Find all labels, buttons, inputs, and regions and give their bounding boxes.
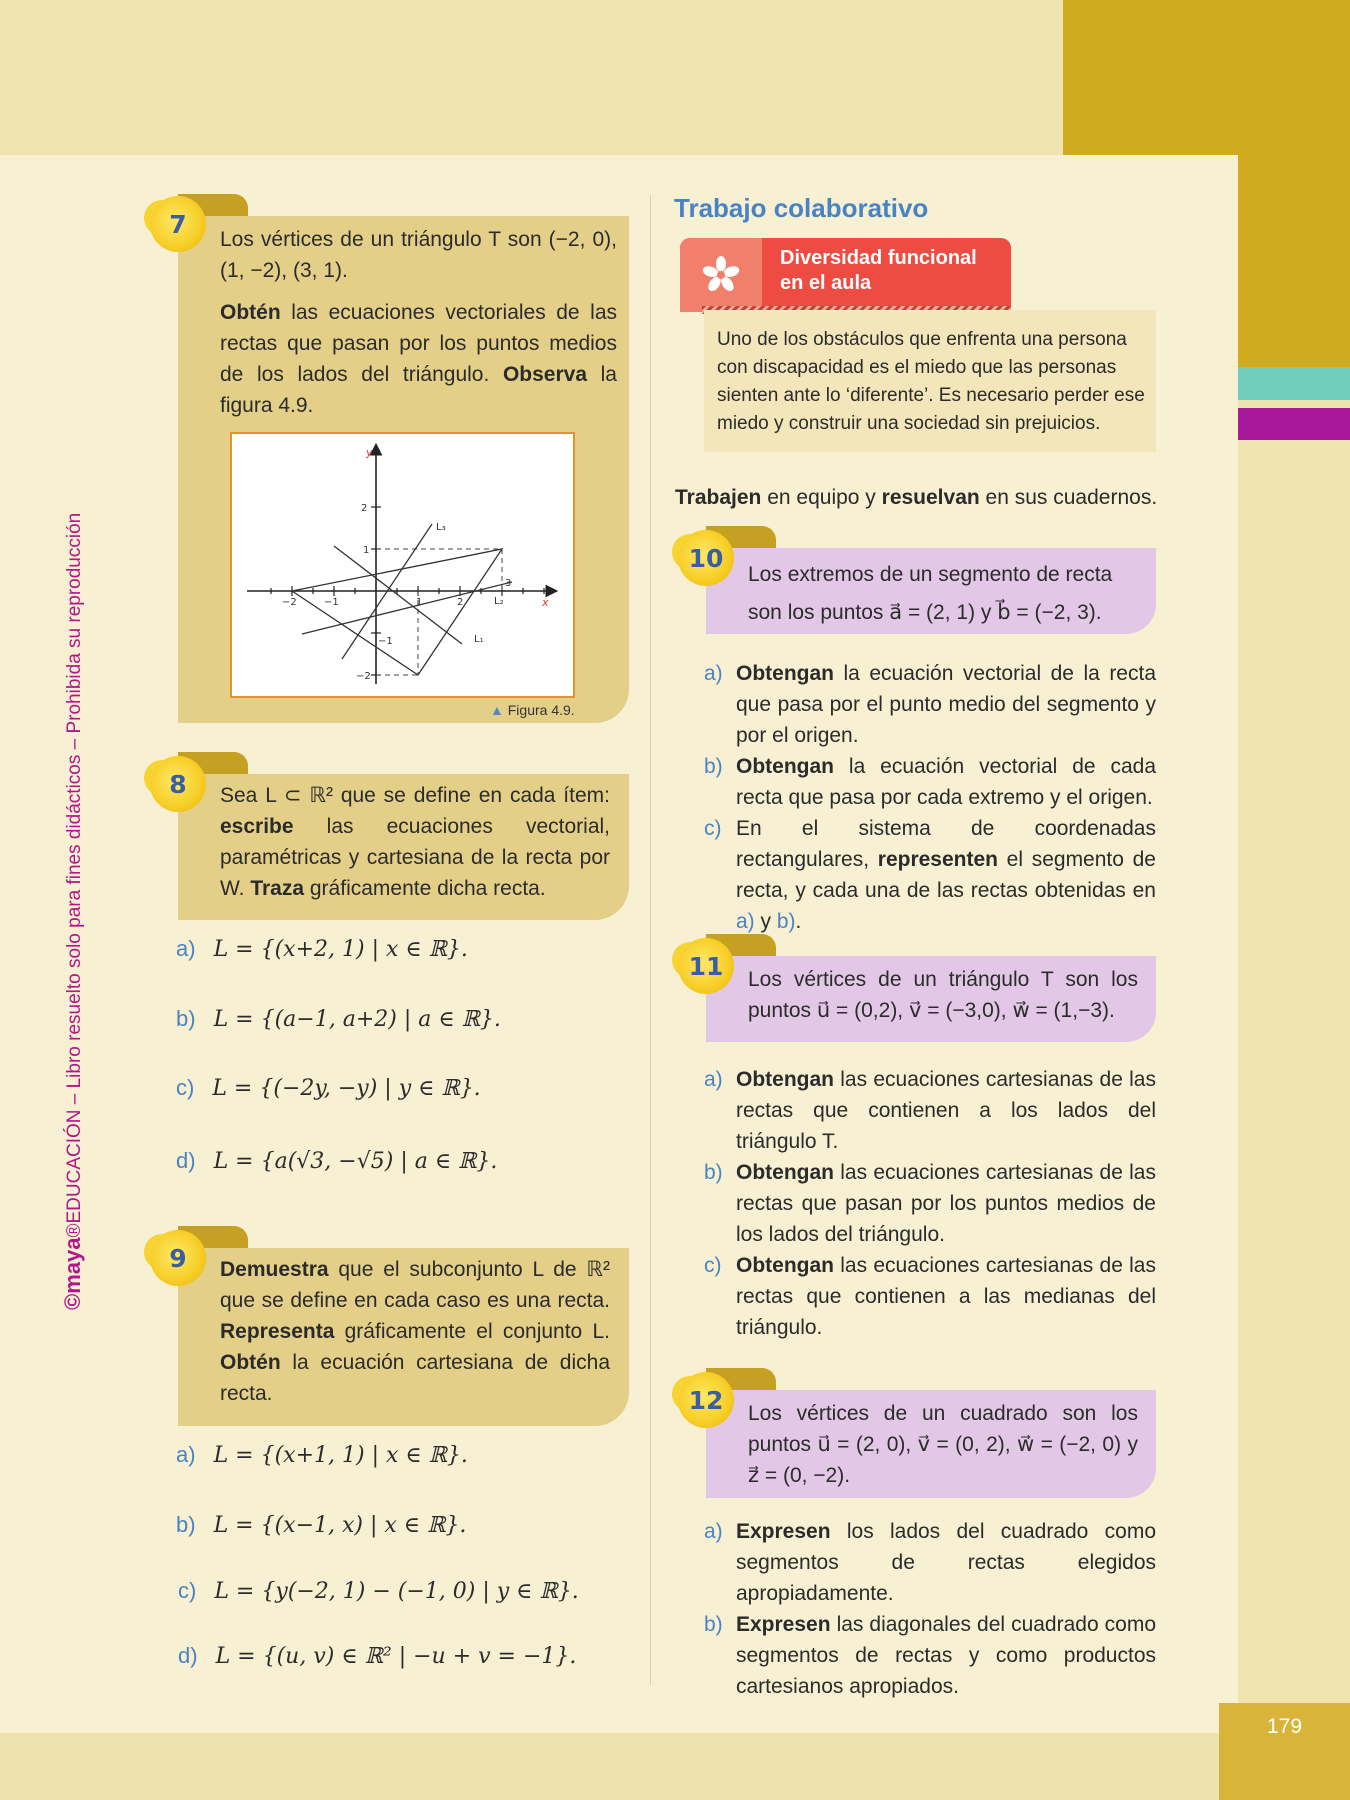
svg-text:1: 1 (363, 545, 370, 556)
ex8-statement: Sea L ⊂ ℝ² que se define en cada ítem: escribe las ecuaciones vectorial, paramétricas y cartesiana de la recta por W. Traza gráficamente dicha recta. (220, 784, 610, 900)
ex7-p2: Obtén las ecuaciones vectoriales de las rectas que pasan por los puntos medios de los lados del triángulo. Observa la figura 4.9. (220, 301, 617, 417)
ex11-item-a: a) Obtengan las ecuaciones cartesianas de las rectas que contienen a los lados del triángulo T. (704, 1068, 1156, 1153)
ex10-statement: Los extremos de un segmento de recta son los puntos a⃗ = (2, 1) y b⃗ = (−2, 3). (748, 563, 1113, 624)
ex10-item-c: c) En el sistema de coordenadas rectangulares, representen el segmento de recta, y cada una de las rectas obtenidas en a) y b). (704, 817, 1156, 933)
ex11-item-b: b) Obtengan las ecuaciones cartesianas de las rectas que pasan por los puntos medios de los lados del triángulo. (704, 1161, 1156, 1246)
flower-icon (680, 238, 762, 312)
svg-text:1: 1 (416, 597, 423, 608)
ex11-statement: Los vértices de un triángulo T son los puntos u⃗ = (0,2), v⃗ = (−3,0), w⃗ = (1,−3). (748, 968, 1138, 1022)
diversity-text: Uno de los obstáculos que enfrenta una persona con discapacidad es el miedo que las personas sienten ante lo ‘diferente’. Es necesario perder ese miedo y construir una sociedad sin prejuicios. (717, 329, 1145, 434)
ex9-statement: Demuestra que el subconjunto L de ℝ² que se define en cada caso es una recta. Representa gráficamente el conjunto L. Obtén la ecuación cartesiana de dicha recta. (220, 1258, 610, 1405)
ex7-p1: Los vértices de un triángulo T son (−2, 0), (1, −2), (3, 1). (220, 228, 617, 282)
ex10-item-b: b) Obtengan la ecuación vectorial de cada recta que pasa por cada extremo y el origen. (704, 755, 1156, 809)
svg-text:x: x (542, 596, 549, 609)
ex8-item-d: d) L = {a(√3, −√5) | a ∈ ℝ}. (176, 1148, 498, 1174)
magenta-tab-marker (1238, 408, 1350, 440)
ex8-item-b: b) L = {(a−1, a+2) | a ∈ ℝ}. (176, 1006, 501, 1032)
ex12-number-badge: 12 (678, 1372, 734, 1428)
svg-text:−2: −2 (356, 671, 371, 682)
svg-text:−2: −2 (282, 597, 297, 608)
ex12-item-a: a) Expresen los lados del cuadrado como segmentos de rectas elegidos apropiadamente. (704, 1520, 1156, 1605)
ex7-number-badge: 7 (150, 196, 206, 252)
ex11-number-badge: 11 (678, 938, 734, 994)
ex7-statement (220, 224, 617, 421)
svg-text:2: 2 (361, 503, 368, 514)
diversity-flower-icon (680, 238, 762, 312)
coordinate-graph (232, 434, 573, 696)
teamwork-intro: Trabajen en equipo y resuelvan en sus cuadernos. (675, 486, 1158, 509)
ex12-statement: Los vértices de un cuadrado son los puntos u⃗ = (2, 0), v⃗ = (0, 2), w⃗ = (−2, 0) y z⃗ = (0, −2). (748, 1402, 1138, 1487)
svg-text:3: 3 (505, 578, 512, 589)
svg-text:L₂: L₂ (494, 596, 504, 607)
section-heading: Trabajo colaborativo (674, 193, 929, 223)
ex11-item-c: c) Obtengan las ecuaciones cartesianas de las rectas que contienen a las medianas del triángulo. (704, 1254, 1156, 1339)
column-divider (650, 195, 651, 1685)
right-margin-strip (1238, 440, 1350, 1800)
ex8-number-badge: 8 (150, 756, 206, 812)
figure-caption: ▲ Figura 4.9. (490, 702, 575, 718)
teal-tab-marker (1238, 367, 1350, 400)
ex10-number-badge: 10 (678, 530, 734, 586)
ex10-items (704, 658, 1156, 937)
page-number: 179 (1219, 1703, 1350, 1800)
ex9-item-c: c) L = {y(−2, 1) − (−1, 0) | y ∈ ℝ}. (178, 1578, 579, 1604)
ex8-item-a: a) L = {(x+2, 1) | x ∈ ℝ}. (176, 936, 468, 962)
ex11-items (704, 1064, 1156, 1343)
triangle-marker-icon: ▲ (490, 702, 504, 718)
svg-text:L₃: L₃ (436, 522, 446, 533)
svg-text:L₁: L₁ (474, 634, 484, 645)
side-credit: ©maya®EDUCACIÓN – Libro resuelto solo para fines didácticos – Prohibida su reproducción (60, 512, 85, 1310)
svg-text:2: 2 (457, 597, 464, 608)
bottom-band (0, 1733, 1350, 1800)
svg-text:−1: −1 (378, 636, 393, 647)
figure-4-9 (230, 432, 575, 698)
ex12-items (704, 1516, 1156, 1702)
ex9-item-b: b) L = {(x−1, x) | x ∈ ℝ}. (176, 1512, 467, 1538)
ex9-number-badge: 9 (150, 1230, 206, 1286)
diversity-title: Diversidad funcional en el aula (780, 247, 977, 294)
svg-text:−1: −1 (324, 597, 339, 608)
svg-text:y: y (366, 446, 373, 459)
ex9-item-d: d) L = {(u, v) ∈ ℝ² | −u + v = −1}. (178, 1643, 577, 1669)
ex9-item-a: a) L = {(x+1, 1) | x ∈ ℝ}. (176, 1442, 468, 1468)
ex12-item-b: b) Expresen las diagonales del cuadrado como segmentos de rectas y como productos cartesianos apropiados. (704, 1613, 1156, 1698)
ex8-item-c: c) L = {(−2y, −y) | y ∈ ℝ}. (176, 1075, 481, 1101)
ex10-item-a: a) Obtengan la ecuación vectorial de la recta que pasa por el punto medio del segmento y por el origen. (704, 662, 1156, 747)
triangle-T (292, 549, 502, 675)
